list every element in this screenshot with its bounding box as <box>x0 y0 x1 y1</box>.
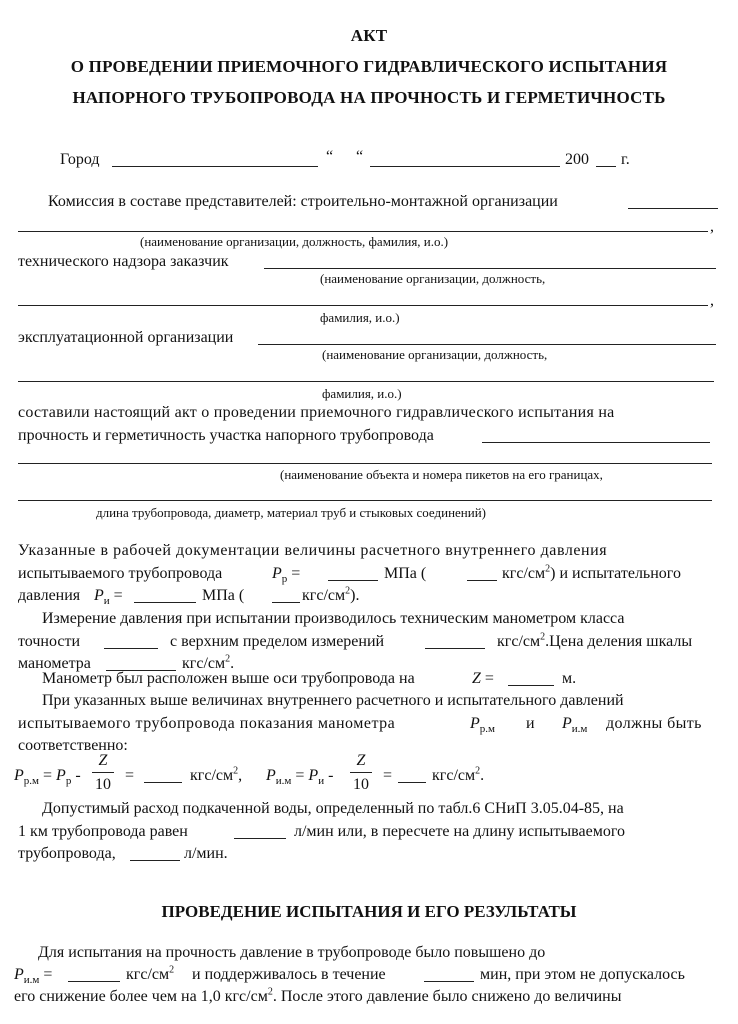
p3-a: Манометр был расположен выше оси трубопровода на <box>42 670 415 687</box>
caption-supervision-a: (наименование организации, должность, <box>320 271 546 286</box>
p5-line1: Допустимый расход подкаченной воды, определенный по табл.6 СНиП 3.05.04-85, на <box>42 800 624 817</box>
p1-line2-b: МПа ( <box>384 565 427 582</box>
p5-line2-a: 1 км трубопровода равен <box>18 823 188 840</box>
formula-test-numerator: Z <box>356 752 366 769</box>
p2-line3-unit: кгс/$см^2$. <box>182 653 235 672</box>
p1-line1: Указанные в рабочей документации величины расчетного внутреннего давления <box>18 542 608 559</box>
p4-line2-and: и <box>526 715 535 732</box>
strength-pressure-field[interactable] <box>68 981 120 982</box>
section-title: ПРОВЕДЕНИЕ ИСПЫТАНИЯ И ЕГО РЕЗУЛЬТАТЫ <box>161 902 577 921</box>
doc-title-line3: НАПОРНОГО ТРУБОПРОВОДА НА ПРОЧНОСТЬ И ГЕРМЕТИЧНОСТЬ <box>72 88 666 107</box>
operator-field-2[interactable] <box>18 381 714 382</box>
p1-line3-unit: кгс/$см^2$). <box>302 585 360 604</box>
gauge-test-symbol: $P_{и.м}$ <box>562 715 588 736</box>
statement-line1: составили настоящий акт о проведении приемочного гидравлического испытания на <box>18 404 615 421</box>
formula-design-unit: кгс/$см^2$, <box>190 765 243 784</box>
section-p1-line2-b: и поддерживалось в течение <box>192 966 386 983</box>
doc-title-line2: О ПРОВЕДЕНИИ ПРИЕМОЧНОГО ГИДРАВЛИЧЕСКОГО ИСПЫТАНИЯ <box>70 57 668 76</box>
pressure-test-symbol: $P_и$ = <box>94 587 123 608</box>
quote-close: “ <box>356 148 364 165</box>
act-document: АКТ О ПРОВЕДЕНИИ ПРИЕМОЧНОГО ГИДРАВЛИЧЕСКОГО ИСПЫТАНИЯ НАПОРНОГО ТРУБОПРОВОДА НА ПРОЧНОСТЬ И ГЕРМЕТИЧНОСТЬ Город “ “ 200 г. Комиссия в составе представителей: строительно-монтажной организации , (наименование организации, должность, фамилия, и.о.) технического надзора заказчик (наименование организации, должность, , фамилия, и.о.) эксплуатационной организации (наименование организации, должность, фамилия, и.о.) составили настоящий акт о проведении приемочного гидравлического испытания на прочность и герметичность участка напорного трубопровода (наименование объекта и номера пикетов на его границах, длина трубопровода, диаметр, материал труб и стыковых соединений) Указанные в рабочей документации величины расчетного внутреннего давления испытываемого трубопровода $P_р$ = МПа ( кгс/$см^2$) и испытательного давления $P_и$ = МПа ( кгс/$см^2$). Измерение давления при испытании производилось техническим манометром класса точности с верхним пределом измерений кгс/$см^2.Цена$ деления шкалы манометра кгс/$см^2$. Манометр был расположен выше оси трубопровода на Z = м. При указанных выше величинах внутреннего расчетного и испытательного давлений испытываемого трубопровода показания манометра $P_{р.м}$ и $P_{и.м}$ должны быть соответственно: $P_{р.м} = P_р$ - Z 10 = кгс/$см^2$, $P_{и.м} = P_и$ - Z 10 = кгс/$см^2$. Допустимый расход подкаченной воды, определенный по табл.6 СНиП 3.05.04-85, на 1 км трубопровода равен л/мин или, в пересчете на длину испытываемого трубопровода, л/мин. ПРОВЕДЕНИЕ ИСПЫТАНИЯ И ЕГО РЕЗУЛЬТАТЫ Для испытания на прочность давление в трубопроводе было повышено до $P_{и.м}$ = кгс/$см^2$ и поддерживалось в течение мин, при этом не допускалось его снижение более чем на 1,0 кгс/$см^2$. После этого давление было снижено до величины <box>0 0 738 1024</box>
pressure-design-symbol: $P_р$ = <box>272 565 301 586</box>
supervision-label: технического надзора заказчик <box>18 253 229 270</box>
city-field[interactable] <box>112 166 318 167</box>
section-p1-line2-unit: кгс/$см^2$ <box>126 964 175 983</box>
p4-line2-a: испытываемого трубопровода показания манометра <box>18 715 396 732</box>
pipeline-section-field[interactable] <box>482 442 710 443</box>
quote-open: “ <box>326 148 334 165</box>
caption-operator-b: фамилия, и.о.) <box>322 386 402 401</box>
p5-line3-b: л/мин. <box>184 845 228 862</box>
doc-title: АКТ <box>350 26 388 45</box>
caption-supervision-b: фамилия, и.о.) <box>320 310 400 325</box>
date-field[interactable] <box>370 166 560 167</box>
test-pressure-mpa-field[interactable] <box>134 602 196 603</box>
caption-operator-a: (наименование организации, должность, <box>322 347 548 362</box>
p1-line3-a: давления <box>18 587 81 604</box>
gauge-design-value-field[interactable] <box>144 782 182 783</box>
caption-pipe-details: длина трубопровода, диаметр, материал труб и стыковых соединений) <box>96 505 486 520</box>
statement-line2: прочность и герметичность участка напорного трубопровода <box>18 427 434 444</box>
p3-b: м. <box>562 670 577 687</box>
section-p1-line1: Для испытания на прочность давление в трубопроводе было повышено до <box>38 944 546 961</box>
gauge-design-symbol: $P_{р.м}$ <box>470 715 495 736</box>
p1-line3-b: МПа ( <box>202 587 245 604</box>
p5-line2-b: л/мин или, в пересчете на длину испытываемого <box>294 823 625 840</box>
formula-test-fraction-bar <box>350 772 372 773</box>
section-p1-line3: его снижение более чем на 1,0 кгс/$см^2$. После этого давление было снижено до величины <box>14 986 622 1005</box>
comma-2: , <box>710 292 714 309</box>
p1-line2-a: испытываемого трубопровода <box>18 565 223 582</box>
city-label: Город <box>60 151 100 168</box>
p2-line1: Измерение давления при испытании производилось техническим манометром класса <box>42 610 625 627</box>
allowable-flow-per-km-field[interactable] <box>234 838 286 839</box>
p4-line2-b: должны быть <box>606 715 702 732</box>
gauge-test-value-field[interactable] <box>398 782 426 783</box>
year-field[interactable] <box>596 166 616 167</box>
year-suffix: г. <box>621 151 630 168</box>
p2-line2-a: точности <box>18 633 81 650</box>
operator-field[interactable] <box>258 344 716 345</box>
year-prefix: 200 <box>565 151 589 168</box>
operator-label: эксплуатационной организации <box>18 329 234 346</box>
p1-line2-unit: кгс/$см^2$) и испытательного <box>502 563 681 582</box>
strength-pressure-symbol: $P_{и.м}$ = <box>14 966 53 987</box>
accuracy-class-field[interactable] <box>104 648 158 649</box>
upper-limit-field[interactable] <box>425 648 485 649</box>
pipeline-section-field-3[interactable] <box>18 500 712 501</box>
manometer-height-field[interactable] <box>508 685 554 686</box>
formula-test-unit: кгс/$см^2$. <box>432 765 485 784</box>
section-p1-line2-c: мин, при этом не допускалось <box>480 966 685 983</box>
supervision-field[interactable] <box>264 268 716 269</box>
formula-design-numerator: Z <box>98 752 108 769</box>
caption-object: (наименование объекта и номера пикетов на его границах, <box>280 467 603 482</box>
p2-line3-a: манометра <box>18 655 91 672</box>
p4-line3: соответственно: <box>18 737 128 754</box>
supervision-field-2[interactable] <box>18 305 708 306</box>
formula-design-lhs: $P_{р.м} = P_р$ - <box>14 767 81 788</box>
p4-line1: При указанных выше величинах внутреннего расчетного и испытательного давлений <box>42 692 624 709</box>
formula-design-denominator: 10 <box>95 776 111 793</box>
caption-construction-org: (наименование организации, должность, фамилия, и.о.) <box>140 234 449 249</box>
pipeline-section-field-2[interactable] <box>18 463 712 464</box>
design-pressure-mpa-field[interactable] <box>328 580 378 581</box>
comma: , <box>710 218 714 235</box>
p2-line2-b: с верхним пределом измерений <box>170 633 385 650</box>
allowable-flow-total-field[interactable] <box>130 860 180 861</box>
design-pressure-kgf-field[interactable] <box>467 580 497 581</box>
formula-design-fraction-bar <box>92 772 114 773</box>
p5-line3-a: трубопровода, <box>18 845 116 862</box>
formula-test-lhs: $P_{и.м} = P_и$ - <box>266 767 334 788</box>
construction-org-field[interactable] <box>628 208 718 209</box>
hold-duration-field[interactable] <box>424 981 474 982</box>
commission-intro: Комиссия в составе представителей: строительно-монтажной организации <box>48 193 558 210</box>
test-pressure-kgf-field[interactable] <box>272 602 300 603</box>
formula-test-denominator: 10 <box>353 776 369 793</box>
height-symbol: Z = <box>472 670 494 687</box>
construction-org-field-2[interactable] <box>18 231 708 232</box>
p2-line2-unit: кгс/$см^2.Цена$ деления шкалы <box>497 631 693 650</box>
